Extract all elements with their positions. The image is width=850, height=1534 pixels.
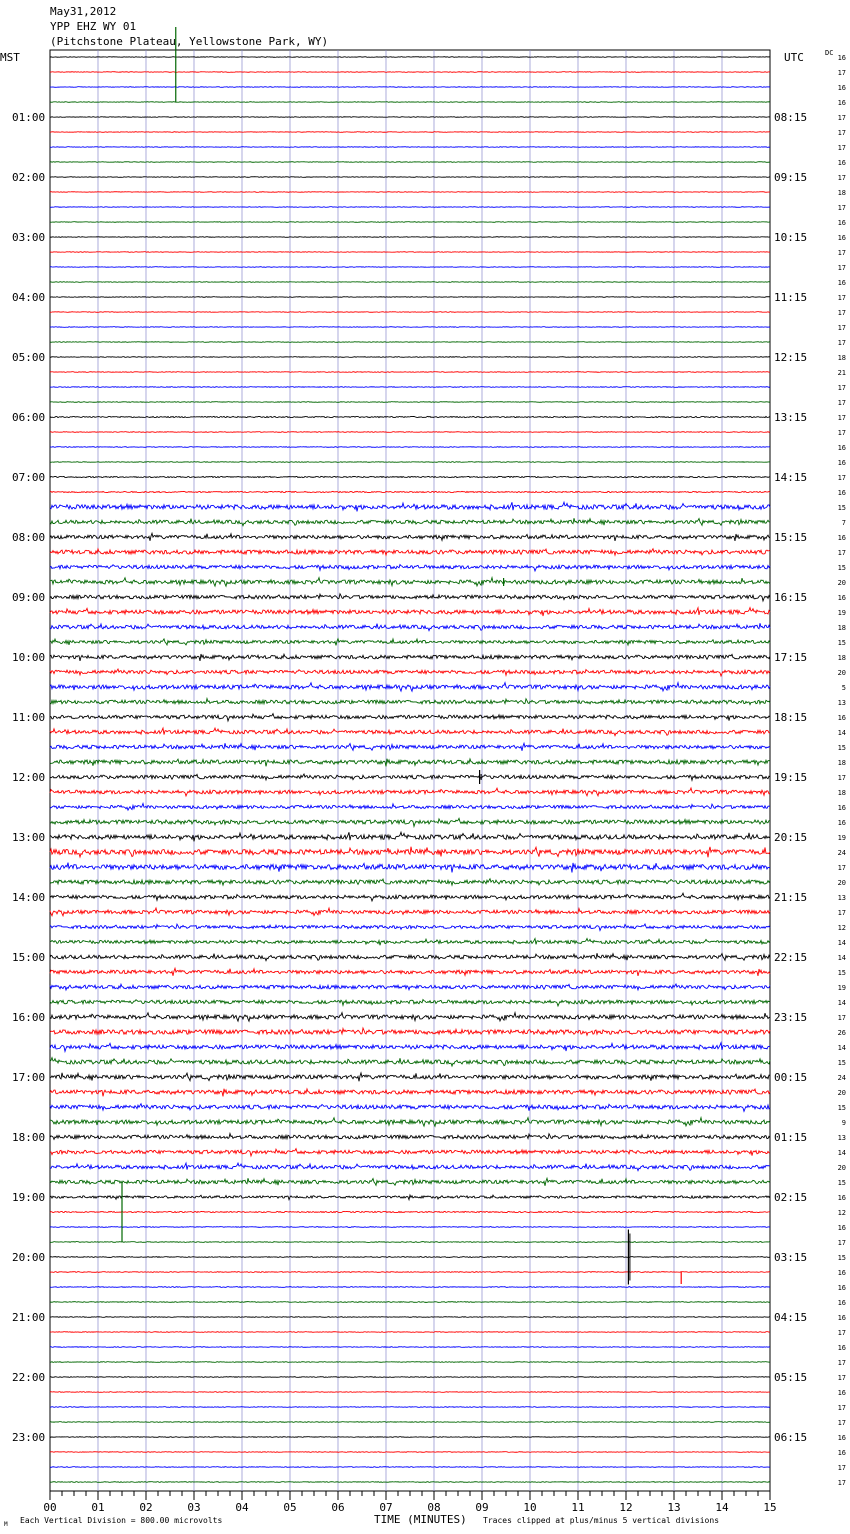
dc-offset-label: 18 [837,759,846,767]
clip-note: Traces clipped at plus/minus 5 vertical divisions [483,1516,720,1525]
trace-line [50,252,770,253]
dc-offset-label: 16 [837,84,846,92]
trace-line [50,639,770,646]
utc-hour-label: 19:15 [774,771,808,784]
trace-line [50,728,770,736]
dc-offset-label: 14 [837,954,846,962]
dc-offset-label: 20 [837,669,846,677]
trace-line [50,502,770,511]
dc-offset-label: 14 [837,939,846,947]
mst-hour-label: 20:00 [12,1251,46,1264]
trace-line [50,237,770,238]
x-tick-label: 05 [283,1501,297,1514]
trace-line [50,1211,770,1212]
dc-offset-label: 17 [837,294,846,302]
trace-line [50,893,770,901]
trace-line [50,1287,770,1288]
x-tick-label: 15 [763,1501,777,1514]
dc-offset-label: 16 [837,159,846,167]
plot-frame [50,50,770,1491]
trace-line [50,1362,770,1363]
trace-line [50,1043,770,1052]
trace-line [50,1332,770,1333]
trace-line [50,924,770,930]
utc-hour-label: 15:15 [774,531,808,544]
trace-line [50,1178,770,1186]
dc-offset-label: 17 [837,474,846,482]
trace-line [50,578,770,587]
utc-hour-label: 14:15 [774,471,808,484]
mst-hour-label: 17:00 [12,1071,46,1084]
mst-hour-label: 10:00 [12,651,46,664]
dc-offset-label: 16 [837,1314,846,1322]
x-tick-label: 02 [139,1501,153,1514]
trace-line [50,1407,770,1408]
trace-line [50,117,770,118]
dc-offset-label: 21 [837,369,846,377]
dc-offset-label: 17 [837,69,846,77]
dc-offset-label: 17 [837,864,846,872]
dc-offset-label: 14 [837,1044,846,1052]
dc-offset-label: 17 [837,1374,846,1382]
x-axis-title: TIME (MINUTES) [374,1513,467,1526]
utc-hour-label: 04:15 [774,1311,808,1324]
trace-line [50,282,770,283]
dc-offset-label: 19 [837,834,846,842]
trace-line [50,432,770,433]
trace-line [50,1437,770,1438]
mst-hour-label: 06:00 [12,411,46,424]
trace-line [50,804,770,811]
trace-line [50,1452,770,1453]
dc-offset-label: 14 [837,729,846,737]
trace-line [50,1302,770,1303]
dc-offset-label: 17 [837,309,846,317]
dc-offset-label: 18 [837,354,846,362]
trace-line [50,699,770,705]
dc-offset-label: 17 [837,1014,846,1022]
trace-line [50,327,770,328]
dc-offset-label: 16 [837,489,846,497]
dc-offset-label: 20 [837,579,846,587]
mst-hour-label: 14:00 [12,891,46,904]
utc-hour-label: 06:15 [774,1431,808,1444]
dc-offset-label: 5 [841,684,846,692]
trace-line [50,1163,770,1171]
mst-hour-label: 15:00 [12,951,46,964]
trace-line [50,222,770,223]
trace-line [50,87,770,88]
trace-line [50,162,770,163]
trace-line [50,132,770,133]
trace-line [50,1392,770,1393]
trace-line [50,818,770,826]
trace-line [50,984,770,990]
mst-hour-label: 22:00 [12,1371,46,1384]
dc-offset-label: 15 [837,504,846,512]
utc-hour-label: 09:15 [774,171,808,184]
trace-line [50,147,770,148]
trace-line [50,1118,770,1127]
x-tick-label: 04 [235,1501,249,1514]
dc-offset-label: 17 [837,1464,846,1472]
trace-line [50,594,770,601]
trace-line [50,654,770,661]
dc-offset-label: 16 [837,534,846,542]
dc-offset-label: 17 [837,1239,846,1247]
mst-hour-label: 05:00 [12,351,46,364]
dc-offset-label: 16 [837,1224,846,1232]
mst-axis-label: MST [0,51,20,64]
dc-offset-label: 18 [837,189,846,197]
dc-offset-label: 17 [837,414,846,422]
trace-line [50,387,770,388]
dc-offset-label: 17 [837,1329,846,1337]
utc-hour-label: 03:15 [774,1251,808,1264]
trace-line [50,683,770,692]
dc-offset-label: 17 [837,114,846,122]
mst-hour-label: 12:00 [12,771,46,784]
dc-offset-label: 17 [837,909,846,917]
trace-line [50,1242,770,1243]
mst-hour-label: 02:00 [12,171,46,184]
trace-line [50,491,770,492]
trace-line [50,669,770,676]
dc-offset-label: 16 [837,99,846,107]
dc-offset-label: 17 [837,399,846,407]
utc-hour-label: 18:15 [774,711,808,724]
dc-offset-label: 16 [837,594,846,602]
dc-offset-label: 15 [837,969,846,977]
x-tick-label: 03 [187,1501,201,1514]
dc-offset-label: 15 [837,1104,846,1112]
dc-offset-label: 17 [837,249,846,257]
dc-offset-label: 17 [837,774,846,782]
utc-hour-label: 20:15 [774,831,808,844]
trace-line [50,788,770,796]
dc-offset-label: 14 [837,1149,846,1157]
utc-hour-label: 16:15 [774,591,808,604]
dc-offset-label: 17 [837,429,846,437]
dc-offset-label: 16 [837,219,846,227]
trace-line [50,476,770,477]
trace-line [50,1073,770,1081]
utc-hour-label: 01:15 [774,1131,808,1144]
utc-hour-label: 00:15 [774,1071,808,1084]
trace-line [50,372,770,373]
mst-hour-label: 09:00 [12,591,46,604]
trace-line [50,1317,770,1318]
date-label: May31,2012 [50,5,117,18]
dc-offset-label: 16 [837,804,846,812]
dc-offset-label: 13 [837,894,846,902]
trace-line [50,312,770,313]
trace-line [50,1257,770,1258]
mst-hour-label: 21:00 [12,1311,46,1324]
trace-line [50,1272,770,1273]
dc-offset-label: 17 [837,1359,846,1367]
dc-offset-label: 13 [837,1134,846,1142]
seismic-traces [50,57,770,1483]
trace-line [50,1347,770,1348]
trace-line [50,297,770,298]
location-label: (Pitchstone Plateau, Yellowstone Park, WY) [50,35,329,48]
trace-line [50,357,770,358]
dc-offset-label: 12 [837,924,846,932]
dc-offset-label: 13 [837,699,846,707]
trace-line [50,863,770,873]
mst-hour-label: 04:00 [12,291,46,304]
trace-line [50,1377,770,1378]
utc-hour-label: 22:15 [774,951,808,964]
trace-line [50,1104,770,1112]
dc-offset-label: 16 [837,54,846,62]
dc-offset-label: 26 [837,1029,846,1037]
trace-line [50,342,770,343]
trace-line [50,462,770,463]
trace-line [50,267,770,268]
dc-offset-label: 17 [837,174,846,182]
utc-hour-label: 05:15 [774,1371,808,1384]
trace-line [50,1149,770,1156]
dc-offset-label: 16 [837,714,846,722]
trace-line [50,565,770,571]
trace-line [50,1195,770,1200]
utc-hour-label: 21:15 [774,891,808,904]
dc-offset-label: 12 [837,1209,846,1217]
utc-axis-label: UTC [784,51,804,64]
trace-line [50,1089,770,1097]
x-tick-label: 08 [427,1501,441,1514]
trace-line [50,102,770,103]
x-tick-label: 00 [43,1501,57,1514]
mst-hour-label: 23:00 [12,1431,46,1444]
utc-hour-label: 11:15 [774,291,808,304]
dc-offset-label: 20 [837,879,846,887]
dc-offset-label: 18 [837,624,846,632]
dc-offset-label: 19 [837,984,846,992]
dc-offset-label: 14 [837,999,846,1007]
dc-offset-label: 20 [837,1089,846,1097]
dc-offset-label: 17 [837,384,846,392]
dc-offset-label: 16 [837,819,846,827]
dc-offset-label: 16 [837,1299,846,1307]
dc-offset-label: 17 [837,1479,846,1487]
trace-line [50,759,770,767]
dc-offset-label: 17 [837,339,846,347]
trace-line [50,57,770,58]
trace-line [50,447,770,448]
trace-line [50,939,770,946]
trace-line [50,1058,770,1066]
dc-offset-label: 17 [837,1404,846,1412]
dc-offset-label: 15 [837,1059,846,1067]
trace-line [50,608,770,616]
x-tick-label: 11 [571,1501,585,1514]
dc-offset-label: 16 [837,234,846,242]
mst-hour-label: 16:00 [12,1011,46,1024]
dc-offset-label: 15 [837,744,846,752]
x-tick-label: 01 [91,1501,105,1514]
utc-hour-label: 23:15 [774,1011,808,1024]
trace-line [50,1028,770,1035]
trace-line [50,1134,770,1140]
station-label: YPP EHZ WY 01 [50,20,137,33]
trace-line [50,549,770,555]
dc-offset-label: 16 [837,1284,846,1292]
trace-line [50,533,770,541]
dc-axis-label: DC [825,49,834,57]
dc-offset-label: 17 [837,324,846,332]
mst-hour-label: 13:00 [12,831,46,844]
trace-line [50,518,770,525]
utc-hour-labels [774,111,807,1444]
trace-line [50,847,770,858]
dc-offset-label: 15 [837,639,846,647]
trace-line [50,908,770,916]
trace-line [50,1467,770,1468]
trace-line [50,416,770,417]
trace-line [50,402,770,403]
dc-offset-label: 17 [837,549,846,557]
trace-line [50,623,770,630]
trace-line [50,207,770,208]
dc-offset-labels [838,54,846,1487]
dc-offset-label: 16 [837,459,846,467]
utc-hour-label: 02:15 [774,1191,808,1204]
trace-line [50,1000,770,1006]
x-tick-label: 12 [619,1501,633,1514]
dc-offset-label: 15 [837,1254,846,1262]
dc-offset-label: 16 [837,444,846,452]
trace-line [50,953,770,960]
trace-line [50,1482,770,1483]
utc-hour-label: 08:15 [774,111,808,124]
mst-hour-label: 19:00 [12,1191,46,1204]
utc-hour-label: 12:15 [774,351,808,364]
corner-mark: M [4,1521,8,1528]
x-tick-label: 06 [331,1501,345,1514]
dc-offset-label: 16 [837,1269,846,1277]
mst-hour-label: 08:00 [12,531,46,544]
trace-line [50,72,770,73]
utc-hour-label: 17:15 [774,651,808,664]
x-tick-label: 07 [379,1501,393,1514]
trace-line [50,968,770,976]
dc-offset-label: 7 [841,519,846,527]
dc-offset-label: 9 [841,1119,846,1127]
dc-offset-label: 19 [837,609,846,617]
trace-line [50,177,770,178]
trace-line [50,774,770,780]
dc-offset-label: 16 [837,279,846,287]
dc-offset-label: 24 [837,849,846,857]
mst-hour-label: 18:00 [12,1131,46,1144]
trace-line [50,832,770,841]
trace-line [50,714,770,721]
utc-hour-label: 13:15 [774,411,808,424]
x-tick-label: 14 [715,1501,729,1514]
trace-line [50,1227,770,1228]
x-axis [43,1491,776,1514]
dc-offset-label: 18 [837,789,846,797]
x-tick-label: 13 [667,1501,681,1514]
mst-hour-label: 07:00 [12,471,46,484]
dc-offset-label: 24 [837,1074,846,1082]
trace-line [50,879,770,885]
trace-line [50,1422,770,1423]
mst-hour-label: 01:00 [12,111,46,124]
dc-offset-label: 16 [837,1434,846,1442]
utc-hour-label: 10:15 [774,231,808,244]
trace-line [50,1013,770,1022]
trace-line [50,192,770,193]
trace-line [50,743,770,751]
dc-offset-label: 17 [837,264,846,272]
mst-hour-labels [12,111,45,1444]
dc-offset-label: 17 [837,204,846,212]
dc-offset-label: 17 [837,144,846,152]
dc-offset-label: 17 [837,129,846,137]
mst-hour-label: 03:00 [12,231,46,244]
x-tick-label: 09 [475,1501,489,1514]
dc-offset-label: 16 [837,1449,846,1457]
dc-offset-label: 18 [837,654,846,662]
mst-hour-label: 11:00 [12,711,46,724]
dc-offset-label: 17 [837,1419,846,1427]
dc-offset-label: 15 [837,1179,846,1187]
scale-note: Each Vertical Division = 800.00 microvolts [20,1516,223,1525]
dc-offset-label: 16 [837,1344,846,1352]
dc-offset-label: 16 [837,1194,846,1202]
x-tick-label: 10 [523,1501,537,1514]
dc-offset-label: 20 [837,1164,846,1172]
dc-offset-label: 15 [837,564,846,572]
dc-offset-label: 16 [837,1389,846,1397]
